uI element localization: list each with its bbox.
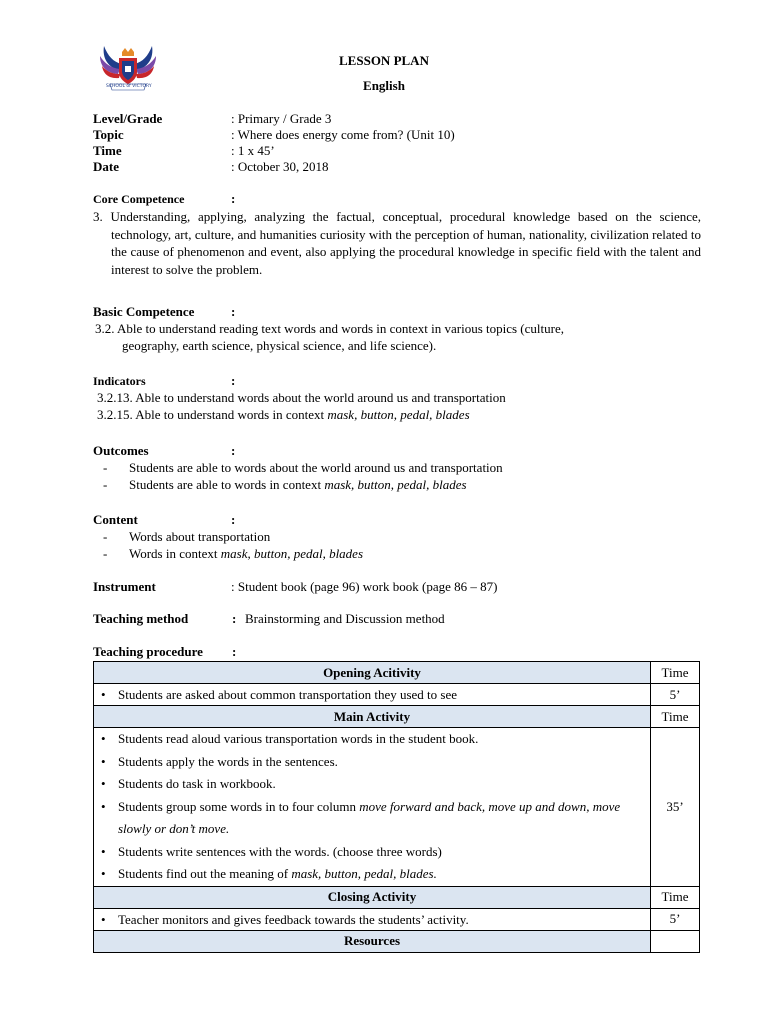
opening-header: Opening Acitivity [94, 662, 651, 684]
core-competence-colon: : [231, 191, 236, 206]
level-value: : Primary / Grade 3 [231, 111, 332, 126]
indicator-item [97, 407, 470, 423]
teaching-procedure-colon: : [232, 644, 237, 659]
dash-marker: - [103, 477, 108, 492]
resources-header: Resources [94, 930, 651, 952]
list-item-words: move forward and back, move up and down, move slowly or don’t move. [118, 798, 621, 836]
core-competence-text: 3. Understanding, applying, analyzing the factual, conceptual, procedural knowledge based on the science, technology, art, culture, and humanities curiosity with the perception of human, nationality, civilization related to the cause of phenomenon and event, also applying the procedural knowledge in specific field with the talent and interest to solve the problem. [93, 209, 701, 277]
dash-marker: - [103, 460, 108, 475]
instrument-value: : Student book (page 96) work book (page 86 – 87) [231, 579, 498, 594]
list-item [94, 863, 650, 886]
indicators-label: Indicators [93, 374, 146, 388]
level-label: Level/Grade [93, 111, 163, 126]
teaching-procedure-label: Teaching procedure [93, 644, 203, 659]
outcome-words: mask, button, pedal, blades [324, 477, 467, 492]
time-label: Time [93, 143, 122, 158]
main-time: 35’ [651, 728, 700, 887]
outcomes-colon: : [231, 443, 236, 458]
list-item: • Teacher monitors and gives feedback towards the students’ activity. [94, 909, 650, 930]
main-cell [94, 728, 651, 887]
content-item [103, 529, 270, 545]
indicators-colon: : [231, 373, 236, 388]
content-words: mask, button, pedal, blades [220, 546, 364, 561]
core-competence-label: Core Competence [93, 192, 185, 206]
basic-competence-line2: geography, earth science, physical science, and life science). [122, 338, 437, 353]
main-header: Main Activity [94, 706, 651, 728]
outcome-text: Students are able to words in context [129, 477, 325, 492]
dash-marker: - [103, 529, 108, 544]
page-title: LESSON PLAN [339, 53, 429, 68]
table-row [94, 930, 700, 952]
list-item: • Students write sentences with the words. (choose three words) [94, 841, 650, 864]
list-item: • Students read aloud various transportation words in the student book. [94, 728, 650, 751]
basic-competence-label: Basic Competence [93, 304, 195, 319]
resources-time-cell [651, 930, 700, 952]
table-row [94, 886, 700, 908]
list-item: • Students are asked about common transportation they used to see [94, 684, 650, 705]
table-row [94, 706, 700, 728]
date-label: Date [93, 159, 119, 174]
closing-time: 5’ [651, 908, 700, 930]
teaching-method-label: Teaching method [93, 611, 189, 626]
list-item: • Students do task in workbook. [94, 773, 650, 796]
content-label: Content [93, 512, 138, 527]
indicator-item-text: 3.2.15. Able to understand words in context [97, 407, 328, 422]
content-text: Words about transportation [129, 529, 271, 544]
table-row [94, 684, 700, 706]
table-row [94, 728, 700, 887]
basic-competence-colon: : [231, 304, 236, 319]
opening-time-header: Time [651, 662, 700, 684]
procedure-table [93, 661, 700, 953]
teaching-method-colon: : [232, 611, 237, 626]
topic-label: Topic [93, 127, 124, 142]
indicator-item: 3.2.13. Able to understand words about the world around us and transportation [97, 390, 506, 405]
content-item [103, 546, 363, 562]
main-time-header: Time [651, 706, 700, 728]
list-item [94, 796, 650, 841]
topic-value: : Where does energy come from? (Unit 10) [231, 127, 455, 142]
content-text: Words in context [129, 546, 221, 561]
logo-text: SCHOOL of VICTORY [106, 84, 152, 89]
time-value: : 1 x 45’ [231, 143, 275, 158]
closing-header: Closing Activity [94, 886, 651, 908]
opening-cell [94, 684, 651, 706]
closing-cell [94, 908, 651, 930]
outcomes-label: Outcomes [93, 443, 149, 458]
outcome-text: Students are able to words about the world around us and transportation [129, 460, 503, 475]
outcome-item [103, 477, 467, 493]
teaching-method-value: Brainstorming and Discussion method [245, 611, 445, 626]
outcome-item [103, 460, 503, 476]
opening-time: 5’ [651, 684, 700, 706]
basic-competence-line1: 3.2. Able to understand reading text words and words in context in various topics (culture, [95, 321, 564, 336]
list-item-text: Students group some words in to four column [118, 798, 360, 814]
list-item-words: mask, button, pedal, blades. [291, 866, 437, 881]
closing-time-header: Time [651, 886, 700, 908]
list-item-text: Students find out the meaning of [118, 866, 292, 881]
content-colon: : [231, 512, 236, 527]
indicator-item-words: mask, button, pedal, blades [327, 407, 470, 422]
table-row [94, 662, 700, 684]
instrument-label: Instrument [93, 579, 156, 594]
table-row [94, 908, 700, 930]
dash-marker: - [103, 546, 108, 561]
list-item: • Students apply the words in the sentences. [94, 751, 650, 774]
subject-title: English [363, 78, 405, 93]
date-value: : October 30, 2018 [231, 159, 329, 174]
